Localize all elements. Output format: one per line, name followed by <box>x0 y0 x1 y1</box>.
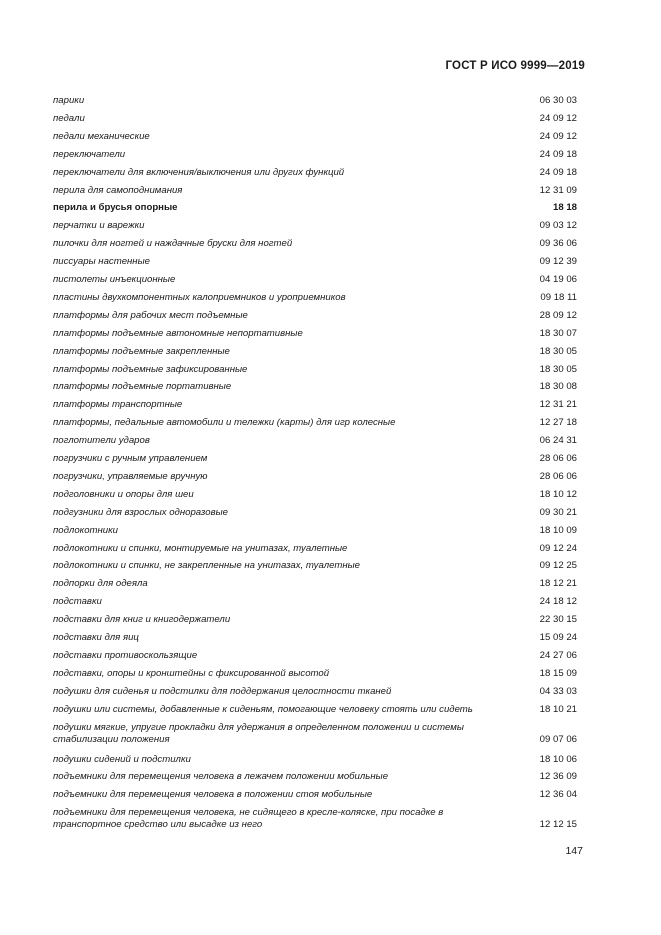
entry-code: 28 06 06 <box>539 453 577 464</box>
entry-code: 12 36 04 <box>539 789 577 801</box>
entry-term: подгузники для взрослых одноразовые <box>53 506 229 518</box>
index-entry <box>53 292 577 304</box>
entry-code: 09 12 25 <box>539 560 577 572</box>
entry-code: 18 10 06 <box>539 753 577 765</box>
index-entry <box>53 507 577 519</box>
index-entry <box>53 614 577 626</box>
entry-term: подъемники для перемещения человека в лежачем положении мобильные <box>53 771 389 783</box>
entry-term: подушки для сиденья и подстилки для поддержания целостности тканей <box>53 685 392 697</box>
entry-term: подставки, опоры и кронштейны с фиксированной высотой <box>53 667 330 679</box>
index-entry <box>53 435 577 447</box>
entry-code: 18 10 09 <box>539 524 577 536</box>
index-entry <box>53 149 577 161</box>
entry-term: перчатки и варежки <box>53 220 145 232</box>
entry-term: переключатели для включения/выключения или других функций <box>53 166 345 178</box>
entry-term: подлокотники <box>53 524 119 536</box>
index-entry <box>53 310 577 322</box>
entry-term: подставки противоскользящие <box>53 649 198 661</box>
entry-code: 12 12 15 <box>539 819 577 831</box>
index-entry <box>53 489 577 501</box>
entry-term: подушки сидений и подстилки <box>53 753 191 765</box>
index-entry <box>53 771 577 783</box>
entry-code: 06 30 03 <box>539 95 577 106</box>
entry-code: 24 09 12 <box>539 130 577 142</box>
entry-term: подлокотники и спинки, монтируемые на унитазах, туалетные <box>53 542 348 554</box>
entry-term: погрузчики с ручным управлением <box>53 453 208 464</box>
entry-code: 12 36 09 <box>539 771 577 783</box>
entry-code: 09 07 06 <box>539 733 577 745</box>
entry-code: 09 12 24 <box>539 542 577 554</box>
entry-term: платформы подъемные закрепленные <box>53 345 230 357</box>
entry-code: 18 18 <box>552 202 577 214</box>
entry-code: 24 09 18 <box>539 148 577 160</box>
entry-term: подъемники для перемещения человека, не сидящего в кресле-коляске, при посадке в транспортное средство или высадке из него <box>53 807 444 831</box>
entry-code: 18 10 12 <box>539 488 577 500</box>
entry-term: подголовники и опоры для шеи <box>53 488 194 500</box>
entry-code: 18 15 09 <box>539 667 577 679</box>
index-entry <box>53 274 577 286</box>
entry-code: 12 31 21 <box>539 399 577 411</box>
entry-term: платформы транспортные <box>53 399 183 411</box>
entry-code: 12 31 09 <box>539 184 577 196</box>
entry-term: платформы, педальные автомобили и тележки (карты) для игр колесные <box>53 417 396 429</box>
index-entry <box>53 399 577 411</box>
page-number: 147 <box>565 845 583 857</box>
index-entry <box>53 453 577 465</box>
entry-term: подлокотники и спинки, не закрепленные на унитазах, туалетные <box>53 560 360 572</box>
entry-term: перила для самоподнимания <box>53 184 183 196</box>
index-entry <box>53 113 577 125</box>
index-entry <box>53 754 577 766</box>
index-entry <box>53 789 577 801</box>
entry-code: 24 09 18 <box>539 166 577 178</box>
index-entry <box>53 704 577 716</box>
entry-code: 18 30 08 <box>539 381 577 393</box>
entry-term: перила и брусья опорные <box>53 202 178 214</box>
entry-code: 24 09 12 <box>539 112 577 124</box>
entry-term: платформы подъемные зафиксированные <box>53 363 248 375</box>
index-entry <box>53 202 577 214</box>
entry-code: 09 36 06 <box>539 238 577 250</box>
index-entry <box>53 807 577 831</box>
index-entry <box>53 238 577 250</box>
index-entry <box>53 650 577 662</box>
index-entry <box>53 95 577 107</box>
index-entry <box>53 632 577 644</box>
entry-code: 15 09 24 <box>539 632 577 643</box>
index-entry <box>53 220 577 232</box>
entry-code: 04 19 06 <box>539 274 577 285</box>
entry-term: педали механические <box>53 130 150 142</box>
entry-code: 09 12 39 <box>539 256 577 268</box>
index-entry <box>53 417 577 429</box>
entry-term: педали <box>53 112 85 124</box>
entry-term: подушки или системы, добавленные к сиденьям, помогающие человеку стоять или сидеть <box>53 703 473 715</box>
entry-code: 06 24 31 <box>539 435 577 447</box>
entry-term: подпорки для одеяла <box>53 578 148 590</box>
entry-code: 04 33 03 <box>539 685 577 697</box>
entry-code: 18 30 05 <box>539 363 577 375</box>
entry-term: подставки <box>53 596 102 608</box>
entry-code: 28 09 12 <box>539 309 577 321</box>
entry-term: писсуары настенные <box>53 256 150 268</box>
entry-code: 28 06 06 <box>539 470 577 482</box>
entry-code: 18 30 07 <box>539 327 577 339</box>
entry-term: платформы подъемные автономные непортативные <box>53 327 303 339</box>
index-entry <box>53 256 577 268</box>
entry-term: пистолеты инъекционные <box>53 274 176 285</box>
index-entry <box>53 578 577 590</box>
entry-term: поглотители ударов <box>53 435 150 447</box>
entry-term: погрузчики, управляемые вручную <box>53 470 208 482</box>
entry-term: переключатели <box>53 148 126 160</box>
entry-code: 22 30 15 <box>539 614 577 626</box>
entry-code: 09 03 12 <box>539 220 577 232</box>
index-entry <box>53 722 577 746</box>
index-entry <box>53 346 577 358</box>
entry-term: подставки для книг и книгодержатели <box>53 614 231 626</box>
index-entry <box>53 167 577 179</box>
entry-term: подушки мягкие, упругие прокладки для удержания в определенном положении и системы стабилизации положения <box>53 721 464 745</box>
index-entry <box>53 543 577 555</box>
entry-term: пилочки для ногтей и наждачные бруски для ногтей <box>53 238 293 250</box>
index-entry <box>53 596 577 608</box>
index-entry <box>53 364 577 376</box>
index-entry <box>53 328 577 340</box>
entry-code: 24 27 06 <box>539 649 577 661</box>
index-entry <box>53 525 577 537</box>
entry-code: 18 10 21 <box>539 703 577 715</box>
entry-term: подставки для яиц <box>53 632 139 643</box>
entry-code: 24 18 12 <box>539 596 577 608</box>
document-header: ГОСТ Р ИСО 9999—2019 <box>445 60 585 72</box>
index-entry <box>53 471 577 483</box>
entry-code: 09 30 21 <box>539 506 577 518</box>
index-entry <box>53 668 577 680</box>
entry-code: 18 30 05 <box>539 345 577 357</box>
entry-term: пластины двухкомпонентных калоприемников и уроприемников <box>53 291 346 303</box>
entry-code: 18 12 21 <box>539 578 577 590</box>
index-entry <box>53 560 577 572</box>
index-entry <box>53 381 577 393</box>
entry-term: подъемники для перемещения человека в положении стоя мобильные <box>53 789 373 801</box>
entry-code: 12 27 18 <box>539 417 577 429</box>
entry-term: платформы подъемные портативные <box>53 381 232 393</box>
entry-term: платформы для рабочих мест подъемные <box>53 309 248 321</box>
entry-term: парики <box>53 95 85 106</box>
index-entry <box>53 131 577 143</box>
index-entry <box>53 185 577 197</box>
index-entry <box>53 686 577 698</box>
entry-code: 09 18 11 <box>540 291 577 303</box>
